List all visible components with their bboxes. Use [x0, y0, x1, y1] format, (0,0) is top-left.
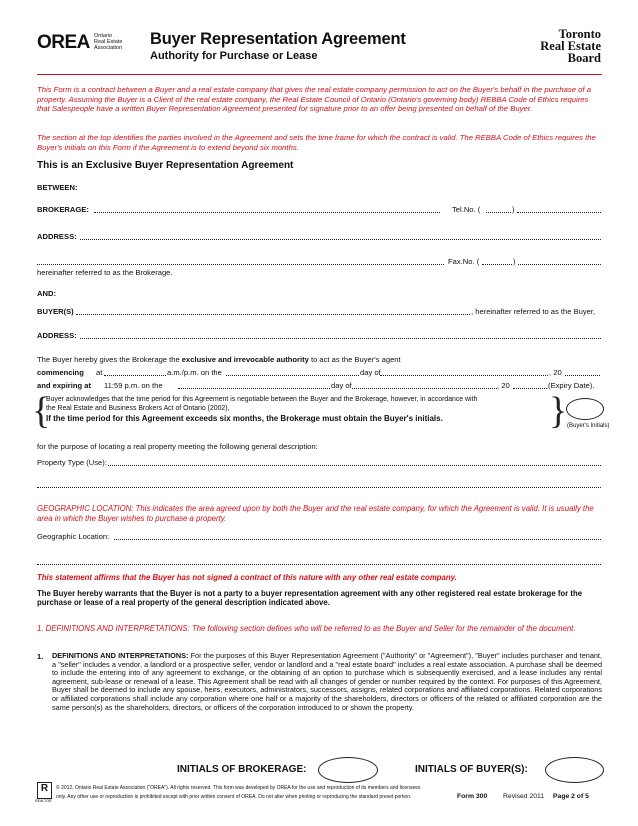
commencing-day-of: day of — [360, 368, 381, 377]
acknowledgement-line-2: the Real Estate and Business Brokers Act of Ontario (2002), — [46, 405, 230, 412]
and-label: AND: — [37, 289, 56, 298]
buyers-initials-oval[interactable] — [566, 398, 604, 420]
orea-logo-sub: Ontario Real Estate Association — [94, 33, 123, 52]
geographic-location-field[interactable] — [114, 539, 601, 540]
expiry-day-field[interactable] — [178, 388, 330, 389]
fax-number-field[interactable] — [518, 264, 601, 265]
buyers-label: BUYER(S) — [37, 307, 74, 316]
buyers-field[interactable] — [76, 314, 470, 315]
toronto-real-estate-board-logo: Toronto Real Estate Board — [540, 27, 601, 65]
affirm-note: This statement affirms that the Buyer has not signed a contract of this nature with any other real estate company. — [37, 573, 457, 582]
intro-note-1: This Form is a contract between a Buyer and a real estate company that gives the real estate company permission to act on the Buyer's behalf in the purchase of a property. Assuming the Buyer is a Client of the real estate company, the Real Estate Council of Ontario (Ontario's governing body) REBBA Code of Ethics requires that Salespeople have a written Buyer Representation Agreement presented for signature prior to an offer being presented on behalf of the Buyer. — [37, 85, 591, 114]
buyer-address-label: ADDRESS: — [37, 331, 77, 340]
tel-area-field[interactable] — [486, 212, 511, 213]
brokerage-address-field-2[interactable] — [37, 264, 444, 265]
tel-label: Tel.No. ( — [452, 205, 481, 214]
tel-close: ) — [512, 205, 515, 214]
expiry-year-label: , 20 — [497, 381, 510, 390]
definitions-note: 1. DEFINITIONS AND INTERPRETATIONS: The following section defines who will be referred to as the Buyer and Seller for the remainder of the document. — [37, 624, 576, 633]
agreement-heading: This is an Exclusive Buyer Representation Agreement — [37, 160, 294, 171]
realtor-mark: R — [37, 782, 52, 799]
tel-number-field[interactable] — [517, 212, 601, 213]
commencing-label: commencing — [37, 368, 84, 377]
between-label: BETWEEN: — [37, 183, 78, 192]
warranty-paragraph: The Buyer hereby warrants that the Buyer is not a party to a buyer representation agreement with any other registered real estate brokerage for the purchase or lease of a real property of the general description indicated above. — [37, 589, 583, 608]
revised-label: Revised 2011 — [503, 793, 545, 800]
expiring-label: and expiring at — [37, 381, 92, 390]
definitions-paragraph: DEFINITIONS AND INTERPRETATIONS: For the purposes of this Buyer Representation Agreement ("Authority" or "Agreement"), "Buyer" includes purchaser and tenant, a "seller" includes a vendor, a landlord or a prospective seller, vendor or landlord and a "real estate board" includes a real estate association. A purchase shall be deemed to include the entering into of any agreement to exchange, or the obtaining of an option to purchase which is subsequently exercised, and a lease includes any rental agreement, sub-lease or renewal of a lease. This Agreement shall be read with all changes of gender or number required by the context. For purposes of this Agreement, Buyer shall be deemed to include any spouse, heirs, executors, administrators, successors, assigns, related corporations and affiliated corporations. Related corporations or affiliated corporations shall include any corporation where one half or a majority of the shareholders, directors or officers of the related or affiliated corporation are the same person(s) as the shareholders, directors, or officers of the corporation introduced to or shown the property. — [52, 651, 602, 712]
expiry-day-of: day of — [331, 381, 352, 390]
commencing-year-label: , 20 — [549, 368, 562, 377]
brokerage-initials-oval[interactable] — [318, 757, 378, 783]
geographic-location-label: Geographic Location: — [37, 532, 110, 541]
property-type-label: Property Type (Use): — [37, 458, 107, 467]
page-title: Buyer Representation Agreement — [150, 30, 406, 48]
brokerage-address-field[interactable] — [80, 239, 601, 240]
ampm-label: a.m./p.m. on the — [167, 368, 222, 377]
expiring-time: 11:59 p.m. on the — [104, 381, 163, 390]
commencing-year-field[interactable] — [565, 375, 600, 376]
brokerage-field[interactable] — [94, 212, 440, 213]
page-subtitle: Authority for Purchase or Lease — [150, 50, 318, 62]
left-brace: { — [32, 390, 51, 432]
orea-logo-text: OREA — [37, 32, 90, 53]
expiry-year-field[interactable] — [513, 388, 547, 389]
buyers-initials-small-label: (Buyer's Initials) — [567, 423, 610, 429]
hereinafter-brokerage: hereinafter referred to as the Brokerage. — [37, 268, 173, 277]
geographic-note: GEOGRAPHIC LOCATION: This indicates the area agreed upon by both the Buyer and the real estate company, for which the Agreement is valid. It is usually the area in which the Buyer wishes to purchase a property. — [37, 504, 594, 523]
fax-label: Fax.No. ( — [448, 257, 480, 266]
form-number: Form 300 — [457, 793, 488, 800]
commencing-month-field[interactable] — [380, 375, 548, 376]
authority-sentence: The Buyer hereby gives the Brokerage the exclusive and irrevocable authority to act as the Buyer's agent — [37, 355, 401, 364]
commencing-day-field[interactable] — [226, 375, 359, 376]
initials-of-buyer-label: INITIALS OF BUYER(S): — [415, 764, 528, 775]
expiry-month-field[interactable] — [352, 388, 497, 389]
hereinafter-buyer: , hereinafter referred to as the Buyer, — [471, 307, 596, 316]
copyright-line-2: only. Any other use or reproduction is prohibited except with prior written consent of OREA. Do not alter when printing or reproducing the standard preset portion. — [56, 794, 412, 800]
property-type-field[interactable] — [108, 465, 601, 466]
intro-note-2: The section at the top identifies the parties involved in the Agreement and sets the time frame for which the contract is valid. The REBBA Code of Ethics requires the Buyer's initials on this Form if the Agreement is to extend beyond six months. — [37, 133, 596, 152]
fax-area-field[interactable] — [482, 264, 512, 265]
property-type-field-2[interactable] — [37, 487, 601, 488]
expiry-date-label: (Expiry Date). — [548, 381, 595, 390]
brokerage-label: BROKERAGE: — [37, 205, 89, 214]
right-brace: } — [549, 390, 568, 432]
realtor-sub: REALTOR — [35, 799, 52, 803]
commencing-at: at — [96, 368, 103, 377]
page-number: Page 2 of 5 — [553, 793, 589, 800]
purpose-text: for the purpose of locating a real property meeting the following general description: — [37, 442, 318, 451]
commencing-time-field[interactable] — [104, 375, 166, 376]
brokerage-address-label: ADDRESS: — [37, 232, 77, 241]
initials-of-brokerage-label: INITIALS OF BROKERAGE: — [177, 764, 307, 775]
buyer-address-field[interactable] — [80, 338, 601, 339]
acknowledgement-line-3: If the time period for this Agreement exceeds six months, the Brokerage must obtain the Buyer's initials. — [46, 414, 443, 423]
copyright-line-1: © 2012, Ontario Real Estate Association ("OREA"). All rights reserved. This form was developed by OREA for the use and reproduction of its members and licensees — [56, 785, 421, 791]
geographic-location-field-2[interactable] — [37, 564, 601, 565]
buyer-initials-oval[interactable] — [545, 757, 604, 783]
header-rule — [37, 74, 602, 75]
fax-close: ) — [513, 257, 516, 266]
acknowledgement-line-1: Buyer acknowledges that the time period for this Agreement is negotiable between the Buyer and the Brokerage, however, in accordance with — [46, 396, 478, 403]
definitions-number: 1. — [37, 652, 44, 661]
